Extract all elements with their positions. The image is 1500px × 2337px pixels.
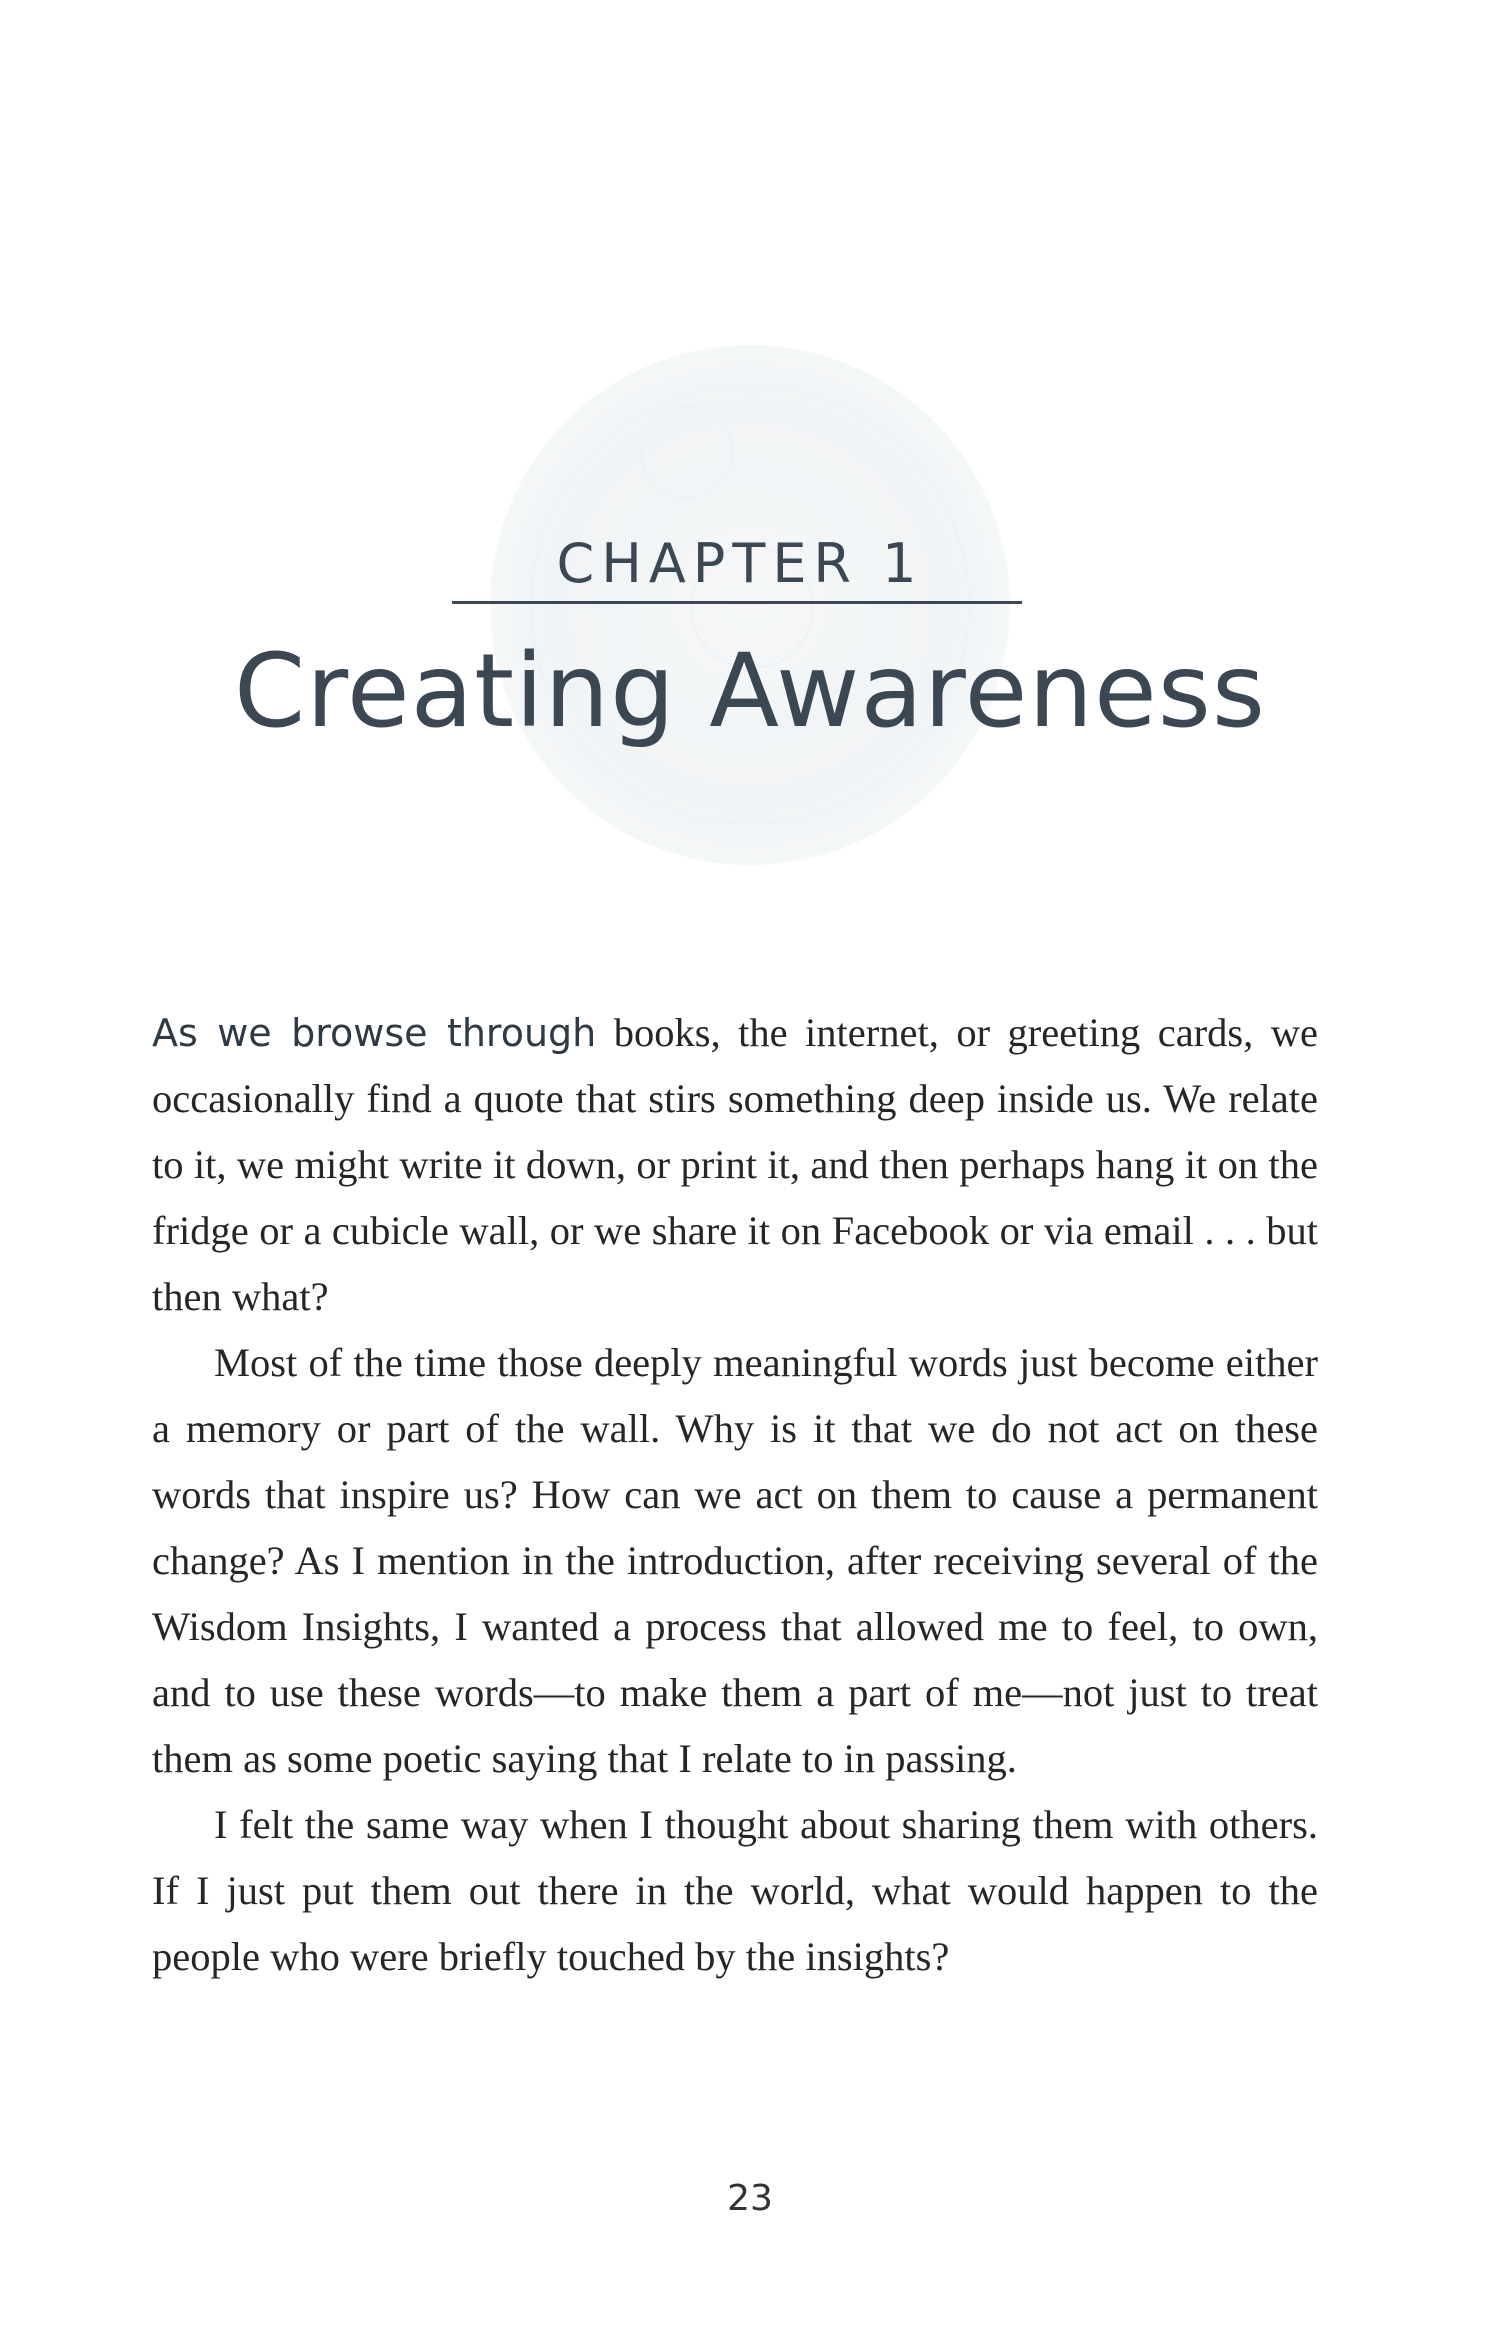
chapter-title: Creating Awareness bbox=[233, 632, 1267, 751]
paragraph-2: Most of the time those deeply meaningful words just become either a memory or part of the wall. Why is it that we do not act on these words that inspire us? How can we act on them to cause a permanent change? As I mention in the introduction, after receiving several of the Wisdom Insights, I wanted a process that allowed me to feel, to own, and to use these words—to make them a part of me—not just to treat them as some poetic saying that I relate to in passing. bbox=[152, 1340, 1318, 1781]
chapter-seal-watermark bbox=[490, 345, 1010, 865]
page-number: 23 bbox=[727, 2178, 773, 2219]
paragraph-3: I felt the same way when I thought about sharing them with others. If I just put them out there in the world, what would happen to the people who were briefly touched by the insights? bbox=[152, 1802, 1318, 1979]
paragraph-1-text: books, the internet, or greeting cards, we occasionally find a quote that stirs something deep inside us. We relate to it, we might write it down, or print it, and then perhaps hang it on the fridge or a cubicle wall, or we share it on Facebook or via email . . . but then what? bbox=[152, 1010, 1318, 1319]
chapter-divider bbox=[452, 601, 1022, 604]
paragraph-1 bbox=[152, 1000, 1318, 1330]
body-text bbox=[152, 1000, 1318, 1990]
seal-ring-small bbox=[640, 405, 734, 499]
paragraph-lead-in: As we browse through bbox=[152, 1011, 597, 1055]
chapter-label: CHAPTER 1 bbox=[556, 532, 924, 595]
